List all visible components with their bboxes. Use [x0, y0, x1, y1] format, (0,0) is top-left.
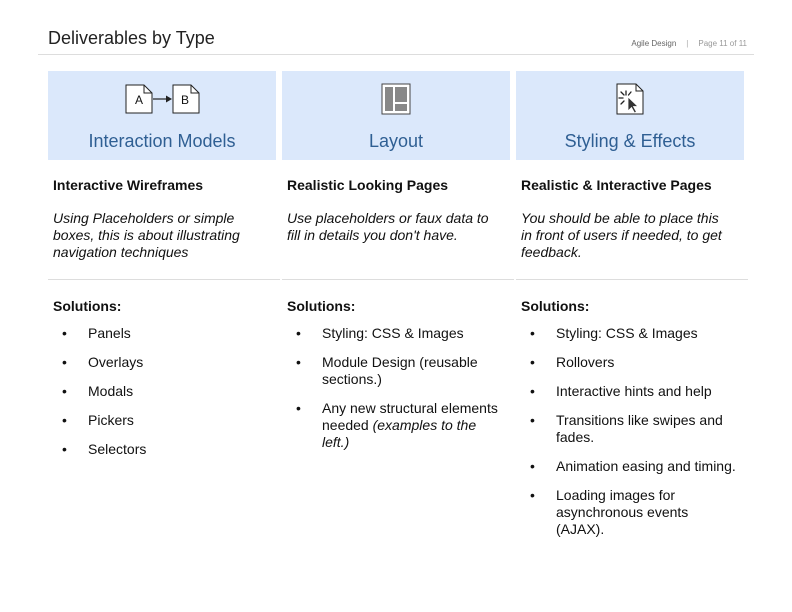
- column-description: You should be able to place this in front of users if needed, to get feedback.: [521, 210, 722, 260]
- list-item: • Styling: CSS & Images: [282, 325, 502, 342]
- click-effect-icon: [614, 83, 646, 115]
- layout-icon: [381, 83, 411, 115]
- list-item: • Modals: [48, 383, 268, 400]
- banner: [48, 71, 276, 160]
- solutions-label: Solutions:: [521, 298, 590, 314]
- banner-title: Layout: [368, 131, 424, 151]
- a-to-b-flow-icon: [122, 83, 202, 115]
- solutions-list: [48, 325, 276, 458]
- solutions-list: [282, 325, 510, 451]
- solutions-label: Solutions:: [53, 298, 122, 314]
- list-item-text: Any new structural elements needed: [322, 400, 498, 433]
- list-item: • Rollovers: [516, 354, 736, 371]
- column-styling-effects: [516, 71, 744, 550]
- column-divider: [516, 279, 748, 280]
- list-item-italic-note: (examples to the left.): [322, 417, 477, 450]
- list-item: • Styling: CSS & Images: [516, 325, 736, 342]
- column-description: Use placeholders or faux data to fill in details you don't have.: [287, 210, 489, 243]
- meta-separator: |: [686, 39, 689, 48]
- list-item: • Selectors: [48, 441, 268, 458]
- column-heading: Realistic & Interactive Pages: [521, 177, 712, 193]
- column-divider: [282, 279, 514, 280]
- banner: [282, 71, 510, 160]
- list-item: • Transitions like swipes and fades.: [516, 412, 736, 446]
- list-item: [282, 400, 502, 451]
- list-item: • Module Design (reusable sections.): [282, 354, 502, 388]
- header-meta: [631, 39, 747, 48]
- list-item: • Overlays: [48, 354, 268, 371]
- list-item: • Animation easing and timing.: [516, 458, 736, 475]
- column-heading: Realistic Looking Pages: [287, 177, 449, 193]
- column-interaction-models: [48, 71, 276, 470]
- banner-title: Interaction Models: [88, 131, 236, 151]
- list-item: • Interactive hints and help: [516, 383, 736, 400]
- list-item: • Loading images for asynchronous events (AJAX).: [516, 487, 736, 538]
- solutions-label: Solutions:: [287, 298, 356, 314]
- list-item: • Panels: [48, 325, 268, 342]
- app-name: Agile Design: [631, 39, 677, 48]
- list-item: • Pickers: [48, 412, 268, 429]
- column-divider: [48, 279, 280, 280]
- banner: [516, 71, 744, 160]
- column-description: Using Placeholders or simple boxes, this is about illustrating navigation techniques: [53, 210, 240, 260]
- solutions-list: [516, 325, 744, 538]
- page-title: Deliverables by Type: [48, 28, 215, 48]
- column-heading: Interactive Wireframes: [53, 177, 204, 193]
- icon-label-b: B: [180, 93, 190, 107]
- banner-title: Styling & Effects: [564, 131, 696, 151]
- column-layout: [282, 71, 510, 463]
- header-divider: [38, 54, 754, 55]
- icon-label-a: A: [134, 93, 144, 107]
- page-number: Page 11 of 11: [698, 39, 747, 48]
